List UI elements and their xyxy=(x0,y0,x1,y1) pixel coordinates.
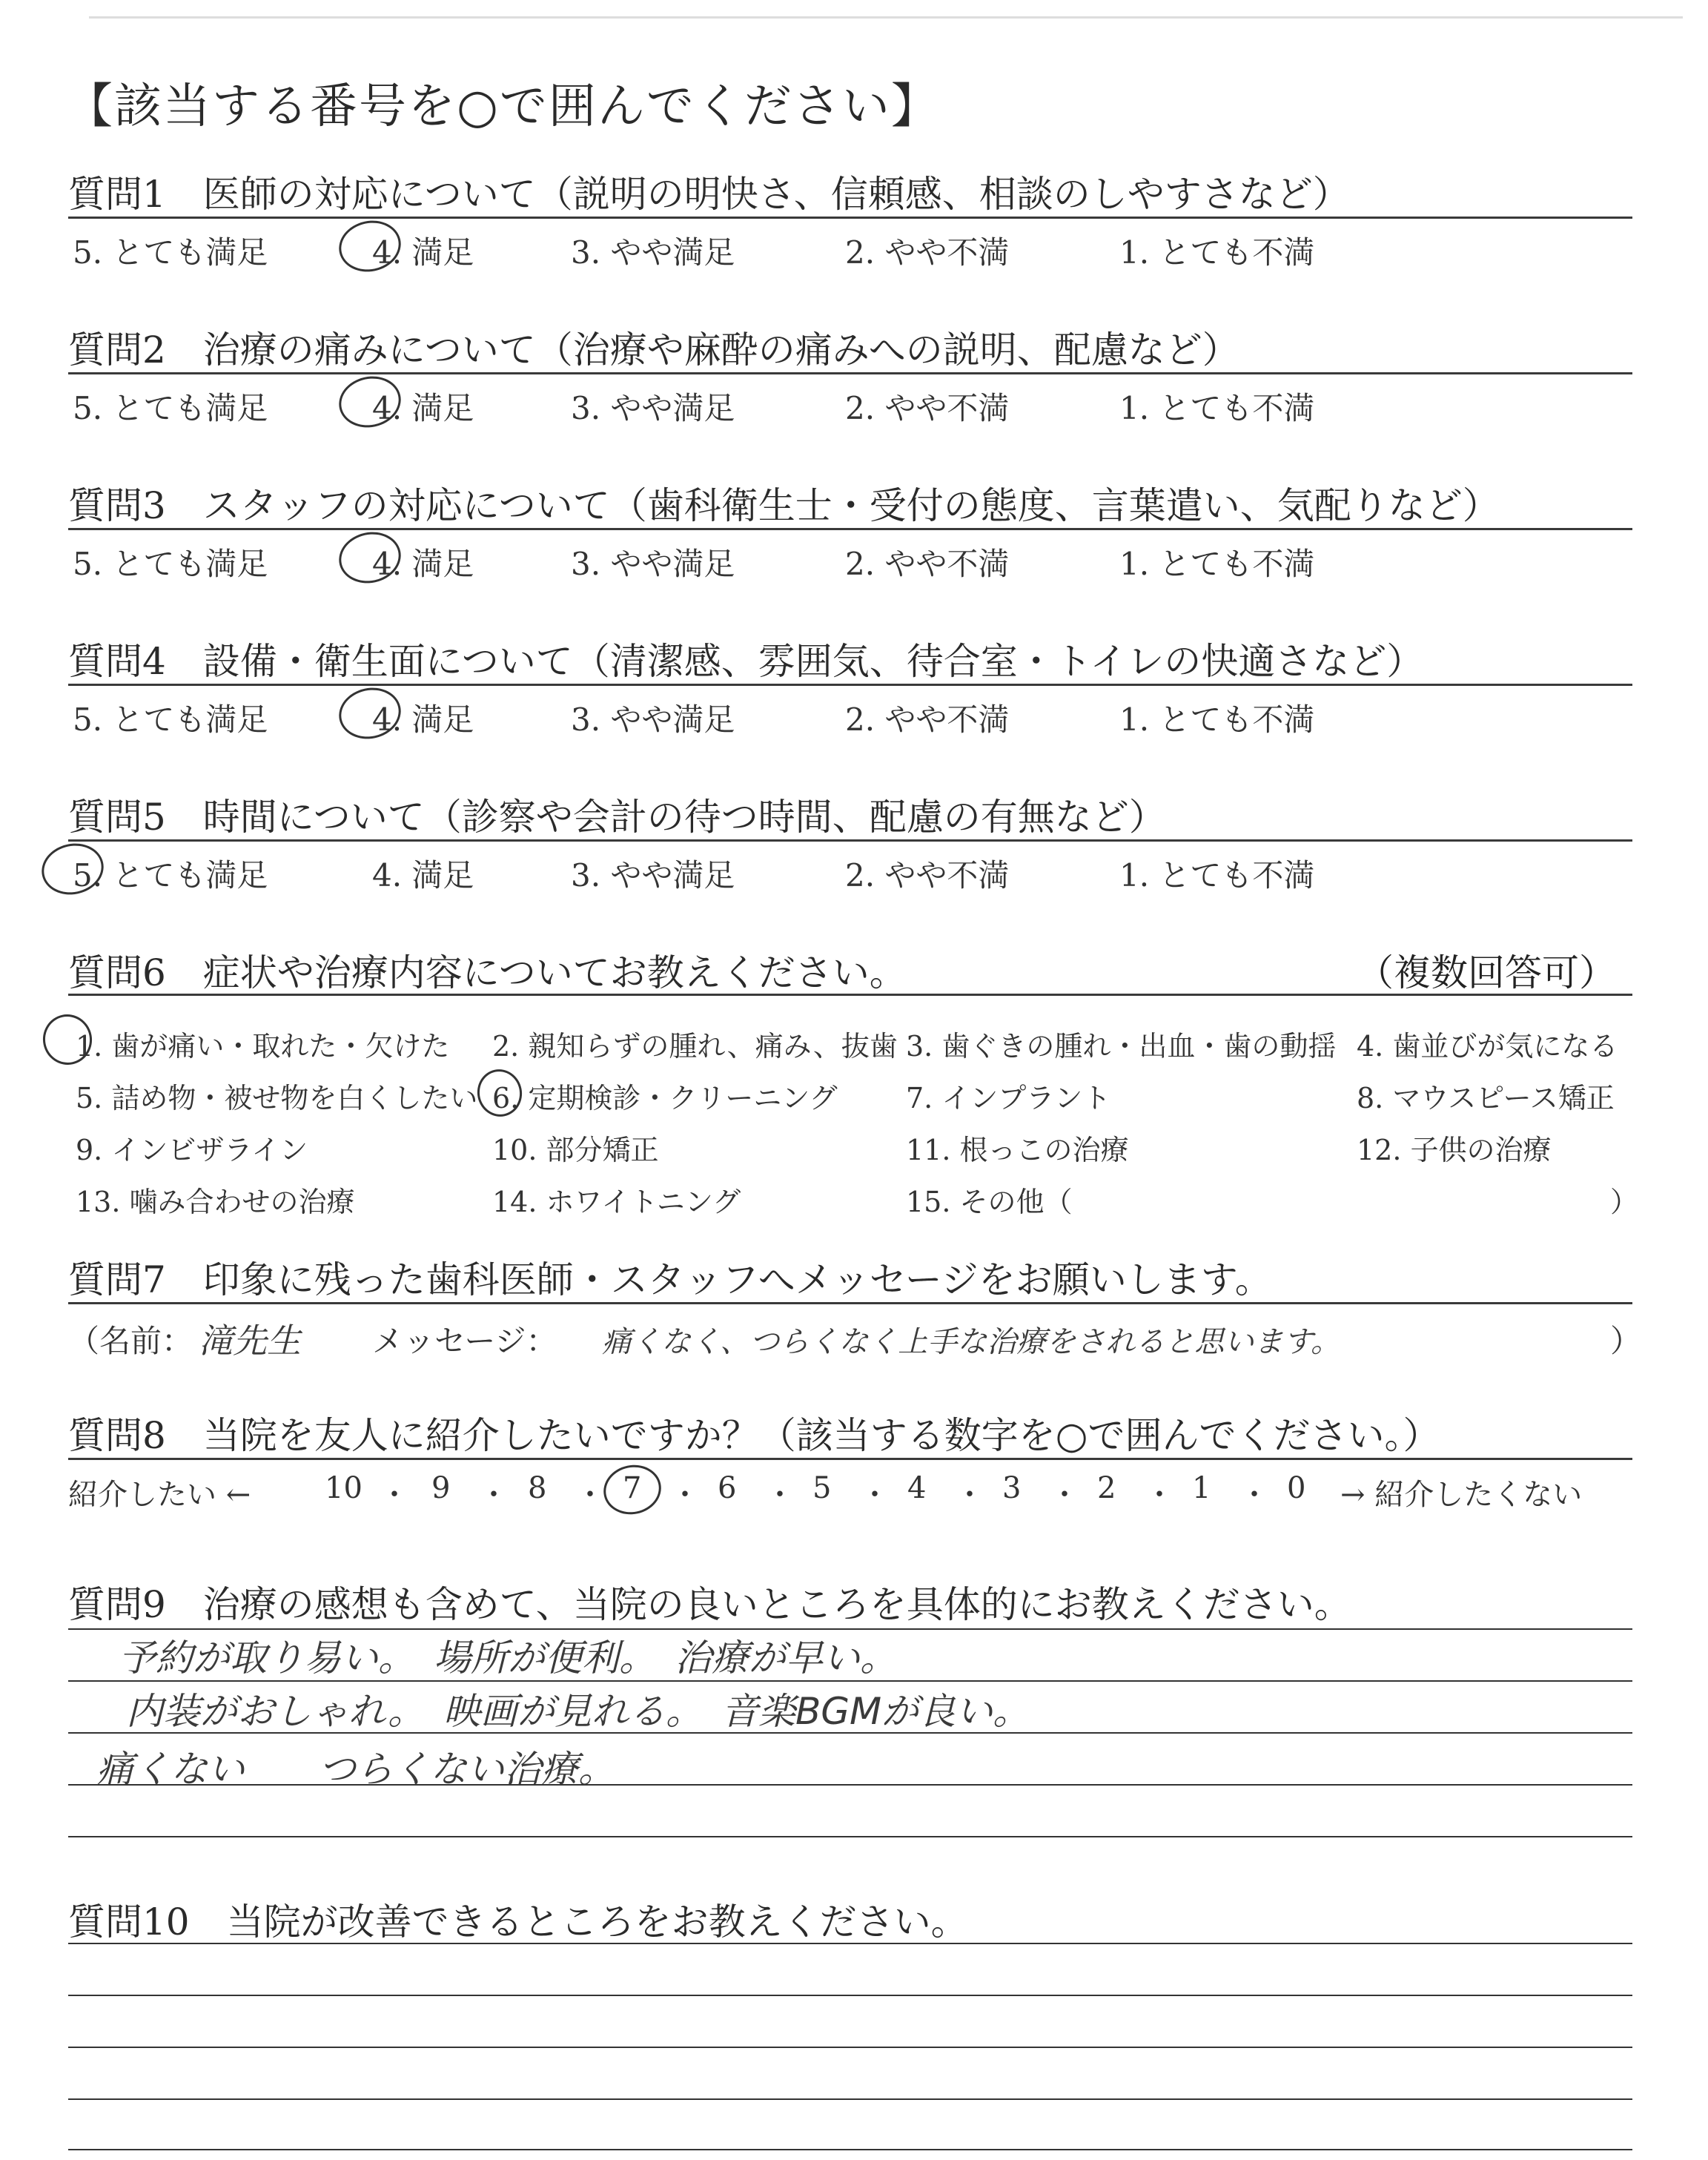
q4-option-1[interactable]: 1. とても不満 xyxy=(1119,701,1315,738)
q1-option-1[interactable]: 1. とても不満 xyxy=(1119,234,1315,271)
q9-answer-line-2[interactable]: 内装がおしゃれ。 映画が見れる。 音楽BGMが良い。 xyxy=(126,1690,1030,1733)
q3-option-4[interactable]: 4. 満足 xyxy=(372,546,474,582)
scan-top-edge xyxy=(89,16,1683,19)
q7-name-value[interactable]: 滝先生 xyxy=(199,1321,301,1361)
question-2 xyxy=(68,320,1632,491)
question-2-rule xyxy=(68,372,1632,374)
instruction-header: 【該当する番号を○で囲んでください】 xyxy=(65,79,940,134)
q3-option-1[interactable]: 1. とても不満 xyxy=(1119,546,1315,582)
question-4-rule xyxy=(68,684,1632,686)
q1-option-2[interactable]: 2. やや不満 xyxy=(845,234,1010,271)
q6-item-7[interactable]: 7. インプラント xyxy=(906,1082,1111,1114)
question-6-rule xyxy=(68,994,1632,996)
question-5-title: 質問5 時間について（診察や会計の待つ時間、配慮の有無など） xyxy=(68,796,1166,839)
question-2-title: 質問2 治療の痛みについて（治療や麻酔の痛みへの説明、配慮など） xyxy=(68,328,1239,371)
q1-option-4[interactable]: 4. 満足 xyxy=(372,234,474,271)
q4-option-5[interactable]: 5. とても満足 xyxy=(73,701,268,738)
q6-item-6[interactable]: 6. 定期検診・クリーニング xyxy=(492,1082,838,1114)
q8-scale-3[interactable]: 3 xyxy=(1002,1471,1022,1505)
q2-option-3[interactable]: 3. やや満足 xyxy=(571,390,735,426)
q8-scale-1[interactable]: 1 xyxy=(1192,1471,1211,1505)
q8-dot: ・ xyxy=(670,1478,700,1512)
q5-option-5[interactable]: 5. とても満足 xyxy=(73,857,268,894)
question-8-title: 質問8 当院を友人に紹介したいですか？（該当する数字を○で囲んでください。） xyxy=(68,1414,1440,1457)
q10-line xyxy=(68,1995,1632,1996)
q8-scale-4[interactable]: 4 xyxy=(907,1471,927,1505)
q8-dot: ・ xyxy=(479,1478,509,1512)
q10-line xyxy=(68,2047,1632,2048)
q8-scale-7[interactable]: 7 xyxy=(623,1471,642,1505)
question-9-title: 質問9 治療の感想も含めて、当院の良いところを具体的にお教えください。 xyxy=(68,1583,1351,1626)
q6-item-4[interactable]: 4. 歯並びが気になる xyxy=(1357,1030,1618,1063)
q10-line xyxy=(68,2098,1632,2100)
question-6 xyxy=(68,943,1639,1225)
question-4 xyxy=(68,632,1632,802)
q10-line xyxy=(68,1943,1632,1944)
question-10-title: 質問10 当院が改善できるところをお教えください。 xyxy=(68,1900,968,1943)
question-10 xyxy=(68,1892,1632,1943)
question-1-title: 質問1 医師の対応について（説明の明快さ、信頼感、相談のしやすさなど） xyxy=(68,173,1350,216)
q9-line xyxy=(68,1836,1632,1837)
q9-answer-line-3[interactable]: 痛くない つらくない治療。 xyxy=(96,1748,615,1791)
q7-message-value[interactable]: 痛くなく、つらくなく上手な治療をされると思います。 xyxy=(602,1325,1340,1359)
q6-item-10[interactable]: 10. 部分矯正 xyxy=(492,1134,659,1166)
q8-right-label: → 紹介したくない xyxy=(1340,1478,1583,1512)
question-5 xyxy=(68,787,1632,958)
q5-option-2[interactable]: 2. やや不満 xyxy=(845,857,1010,894)
q8-scale-8[interactable]: 8 xyxy=(528,1471,547,1505)
q8-scale-10[interactable]: 10 xyxy=(325,1471,363,1505)
q8-answer-circle xyxy=(599,1460,666,1520)
q6-item-14[interactable]: 14. ホワイトニング xyxy=(492,1186,741,1218)
q1-option-3[interactable]: 3. やや満足 xyxy=(571,234,735,271)
q8-dot: ・ xyxy=(860,1478,890,1512)
q2-option-1[interactable]: 1. とても不満 xyxy=(1119,390,1315,426)
q10-line xyxy=(68,2149,1632,2150)
question-6-note: （複数回答可） xyxy=(1357,951,1616,994)
question-1 xyxy=(68,165,1632,335)
q8-dot: ・ xyxy=(380,1478,409,1512)
question-3 xyxy=(68,476,1632,647)
question-3-title: 質問3 スタッフの対応について（歯科衛生士・受付の態度、言葉遣い、気配りなど） xyxy=(68,484,1500,527)
question-7 xyxy=(68,1250,1642,1369)
q2-option-4[interactable]: 4. 満足 xyxy=(372,390,474,426)
question-7-rule xyxy=(68,1302,1632,1304)
q7-name-label: （名前： xyxy=(68,1323,193,1359)
question-1-rule xyxy=(68,217,1632,219)
q7-message-label: メッセージ： xyxy=(372,1323,557,1359)
q3-option-5[interactable]: 5. とても満足 xyxy=(73,546,268,582)
q7-close: ） xyxy=(1610,1323,1642,1359)
q8-scale-2[interactable]: 2 xyxy=(1097,1471,1116,1505)
q5-option-1[interactable]: 1. とても不満 xyxy=(1119,857,1315,894)
q2-option-5[interactable]: 5. とても満足 xyxy=(73,390,268,426)
q8-dot: ・ xyxy=(1050,1478,1079,1512)
q1-option-5[interactable]: 5. とても満足 xyxy=(73,234,268,271)
question-4-title: 質問4 設備・衛生面について（清潔感、雰囲気、待合室・トイレの快適さなど） xyxy=(68,640,1424,683)
q8-scale-0[interactable]: 0 xyxy=(1287,1471,1306,1505)
question-8 xyxy=(68,1406,1632,1510)
q8-scale-6[interactable]: 6 xyxy=(718,1471,737,1505)
q8-left-label: 紹介したい ← xyxy=(68,1478,251,1512)
q8-scale-5[interactable]: 5 xyxy=(812,1471,832,1505)
q6-item-11[interactable]: 11. 根っこの治療 xyxy=(906,1134,1129,1166)
q6-item-2[interactable]: 2. 親知らずの腫れ、痛み、抜歯 xyxy=(492,1030,898,1063)
question-6-title: 質問6 症状や治療内容についてお教えください。 xyxy=(68,951,907,994)
question-7-title: 質問7 印象に残った歯科医師・スタッフへメッセージをお願いします。 xyxy=(68,1258,1272,1301)
question-8-rule xyxy=(68,1458,1632,1460)
q5-option-4[interactable]: 4. 満足 xyxy=(372,857,474,894)
q9-answer-line-1[interactable]: 予約が取り易い。 場所が便利。 治療が早い。 xyxy=(119,1636,897,1680)
q3-option-2[interactable]: 2. やや不満 xyxy=(845,546,1010,582)
q6-item-15-close: ） xyxy=(1610,1186,1639,1218)
q6-item-9[interactable]: 9. インビザライン xyxy=(76,1134,308,1166)
q4-option-4[interactable]: 4. 満足 xyxy=(372,701,474,738)
q8-dot: ・ xyxy=(765,1478,795,1512)
q6-item-5[interactable]: 5. 詰め物・被せ物を白くしたい xyxy=(76,1082,478,1114)
q8-dot: ・ xyxy=(1145,1478,1174,1512)
q8-dot: ・ xyxy=(575,1478,605,1512)
question-3-rule xyxy=(68,528,1632,530)
q4-option-3[interactable]: 3. やや満足 xyxy=(571,701,735,738)
q4-option-2[interactable]: 2. やや不満 xyxy=(845,701,1010,738)
q6-item-1[interactable]: 1. 歯が痛い・取れた・欠けた xyxy=(76,1030,450,1063)
q2-option-2[interactable]: 2. やや不満 xyxy=(845,390,1010,426)
q5-option-3[interactable]: 3. やや満足 xyxy=(571,857,735,894)
question-5-rule xyxy=(68,839,1632,842)
q6-item-12[interactable]: 12. 子供の治療 xyxy=(1357,1134,1552,1166)
q3-option-3[interactable]: 3. やや満足 xyxy=(571,546,735,582)
q6-item-15[interactable]: 15. その他（ xyxy=(906,1186,1073,1218)
q8-dot: ・ xyxy=(1239,1478,1269,1512)
question-9 xyxy=(68,1575,1632,1626)
q6-item-13[interactable]: 13. 噛み合わせの治療 xyxy=(76,1186,355,1218)
q8-scale-9[interactable]: 9 xyxy=(431,1471,451,1505)
q6-item-8[interactable]: 8. マウスピース矯正 xyxy=(1357,1082,1615,1114)
q6-item-3[interactable]: 3. 歯ぐきの腫れ・出血・歯の動揺 xyxy=(906,1030,1337,1063)
q8-dot: ・ xyxy=(955,1478,984,1512)
